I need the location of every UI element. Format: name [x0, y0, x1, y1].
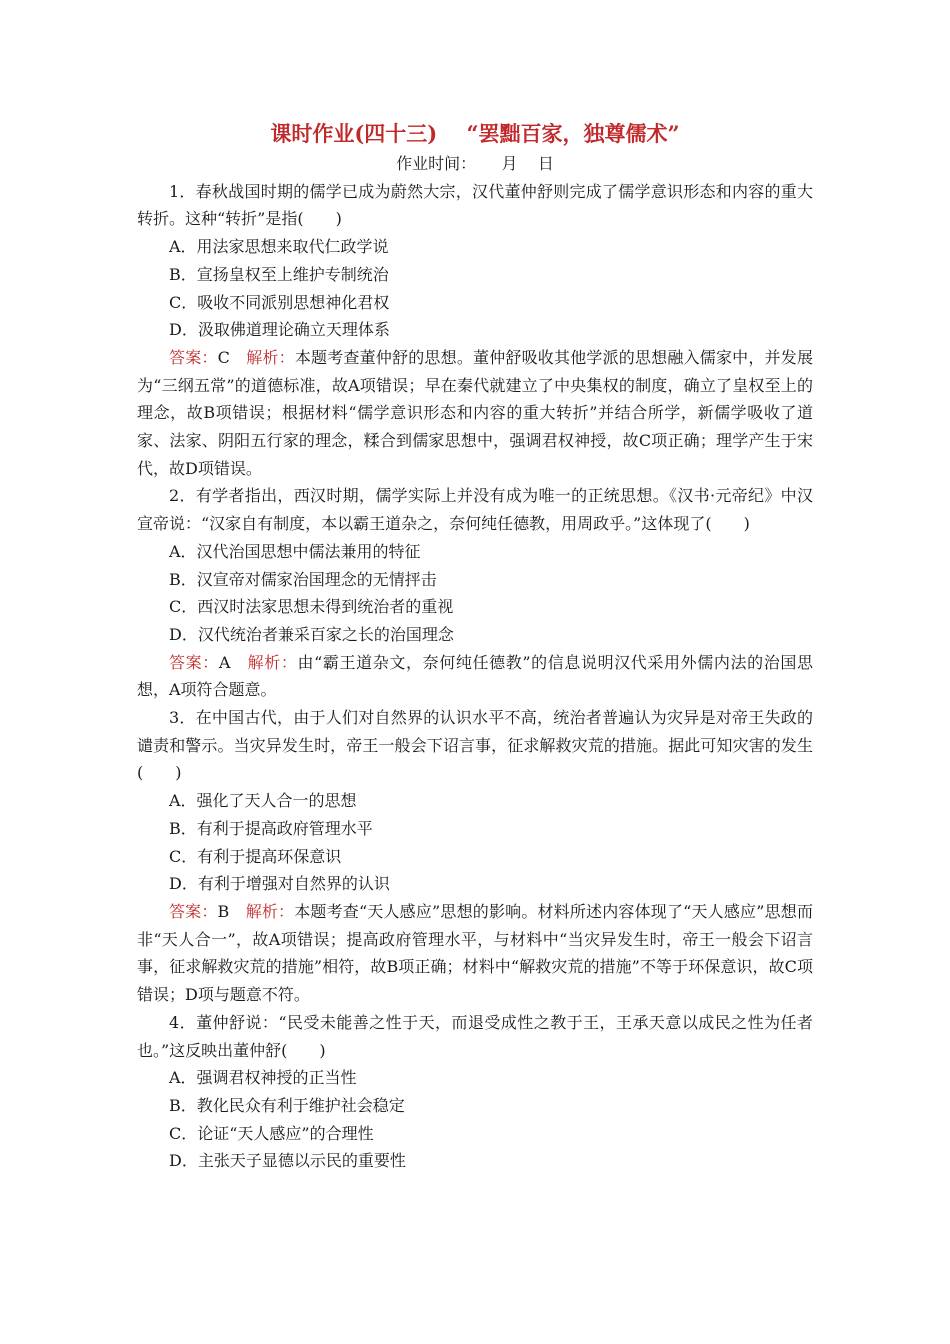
answer-analysis	[137, 344, 813, 483]
option-d: D．汉代统治者兼采百家之长的治国理念	[169, 624, 454, 644]
page-title: 课时作业(四十三) “罢黜百家，独尊儒术”	[270, 121, 680, 146]
option-c: C．有利于提高环保意识	[169, 846, 342, 866]
option-d: D．有利于增强对自然界的认识	[169, 874, 390, 894]
answer-analysis	[137, 898, 813, 1009]
question-4	[137, 1009, 813, 1175]
question-stem: 1．春秋战国时期的儒学已成为蔚然大宗，汉代董仲舒则完成了儒学意识形态和内容的重大转折。这种“转折”是指( )	[137, 181, 813, 229]
option-a: A．强化了天人合一的思想	[169, 791, 357, 811]
answer-analysis	[137, 649, 813, 704]
analysis-text: 本题考查“天人感应”思想的影响。材料所述内容体现了“天人感应”思想而非“天人合一”，故A项错误；提高政府管理水平，与材料中“当灾异发生时，帝王一般会下诏言事，征求解救灾荒的措施”相符，故B项正确；材料中“解救灾荒的措施”不等于环保意识，故C项错误；D项与题意不符。	[137, 901, 813, 1005]
answer-value: C	[217, 347, 230, 367]
question-stem: 2．有学者指出，西汉时期，儒学实际上并没有成为唯一的正统思想。《汉书·元帝纪》中汉宣帝说：“汉家自有制度，本以霸王道杂之，奈何纯任德教，用周政乎。”这体现了( )	[137, 486, 813, 534]
analysis-label: 解析：	[247, 652, 298, 672]
option-a: A．汉代治国思想中儒法兼用的特征	[169, 541, 421, 561]
option-b: B．有利于提高政府管理水平	[169, 818, 373, 838]
option-c: C．论证“天人感应”的合理性	[169, 1123, 374, 1143]
option-b: B．汉宣帝对儒家治国理念的无情抨击	[169, 569, 437, 589]
analysis-text: 由“霸王道杂文，奈何纯任德教”的信息说明汉代采用外儒内法的治国思想，A项符合题意。	[137, 652, 813, 700]
option-a: A．用法家思想来取代仁政学说	[169, 237, 389, 257]
answer-label: 答案：	[169, 652, 219, 672]
option-c: C．吸收不同派别思想神化君权	[169, 292, 390, 312]
question-stem: 3．在中国古代，由于人们对自然界的认识水平不高，统治者普遍认为灾异是对帝王失政的谴责和警示。当灾异发生时，帝王一般会下诏言事，征求解救灾荒的措施。据此可知灾害的发生( )	[137, 708, 813, 783]
analysis-text: 本题考查董仲舒的思想。董仲舒吸收其他学派的思想融入儒家中，并发展为“三纲五常”的道德标准，故A项错误；早在秦代就建立了中央集权的制度，确立了皇权至上的理念，故B项错误；根据材料“儒学意识形态和内容的重大转折”并结合所学，新儒学吸收了道家、法家、阴阳五行家的理念，糅合到儒家思想中，强调君权神授，故C项正确；理学产生于宋代，故D项错误。	[137, 347, 813, 478]
answer-label: 答案：	[169, 347, 218, 367]
answer-value: A	[218, 652, 231, 672]
option-b: B．教化民众有利于维护社会稳定	[169, 1095, 405, 1115]
option-d: D．汲取佛道理论确立天理体系	[169, 320, 390, 340]
analysis-label: 解析：	[246, 347, 295, 367]
option-c: C．西汉时法家思想未得到统治者的重视	[169, 597, 454, 617]
question-stem: 4．董仲舒说：“民受未能善之性于天，而退受成性之教于王，王承天意以成民之性为任者也。”这反映出董仲舒( )	[137, 1012, 813, 1060]
question-3	[137, 704, 813, 1009]
analysis-label: 解析：	[245, 901, 295, 921]
question-2	[137, 482, 813, 704]
option-d: D．主张天子显德以示民的重要性	[169, 1151, 406, 1171]
option-b: B．宣扬皇权至上维护专制统治	[169, 264, 389, 284]
document-content	[137, 118, 813, 1175]
answer-label: 答案：	[169, 901, 218, 921]
option-a: A．强调君权神授的正当性	[169, 1068, 357, 1088]
answer-value: B	[217, 901, 230, 921]
question-1	[137, 178, 813, 483]
homework-date-line: 作业时间： 月 日	[396, 154, 554, 173]
